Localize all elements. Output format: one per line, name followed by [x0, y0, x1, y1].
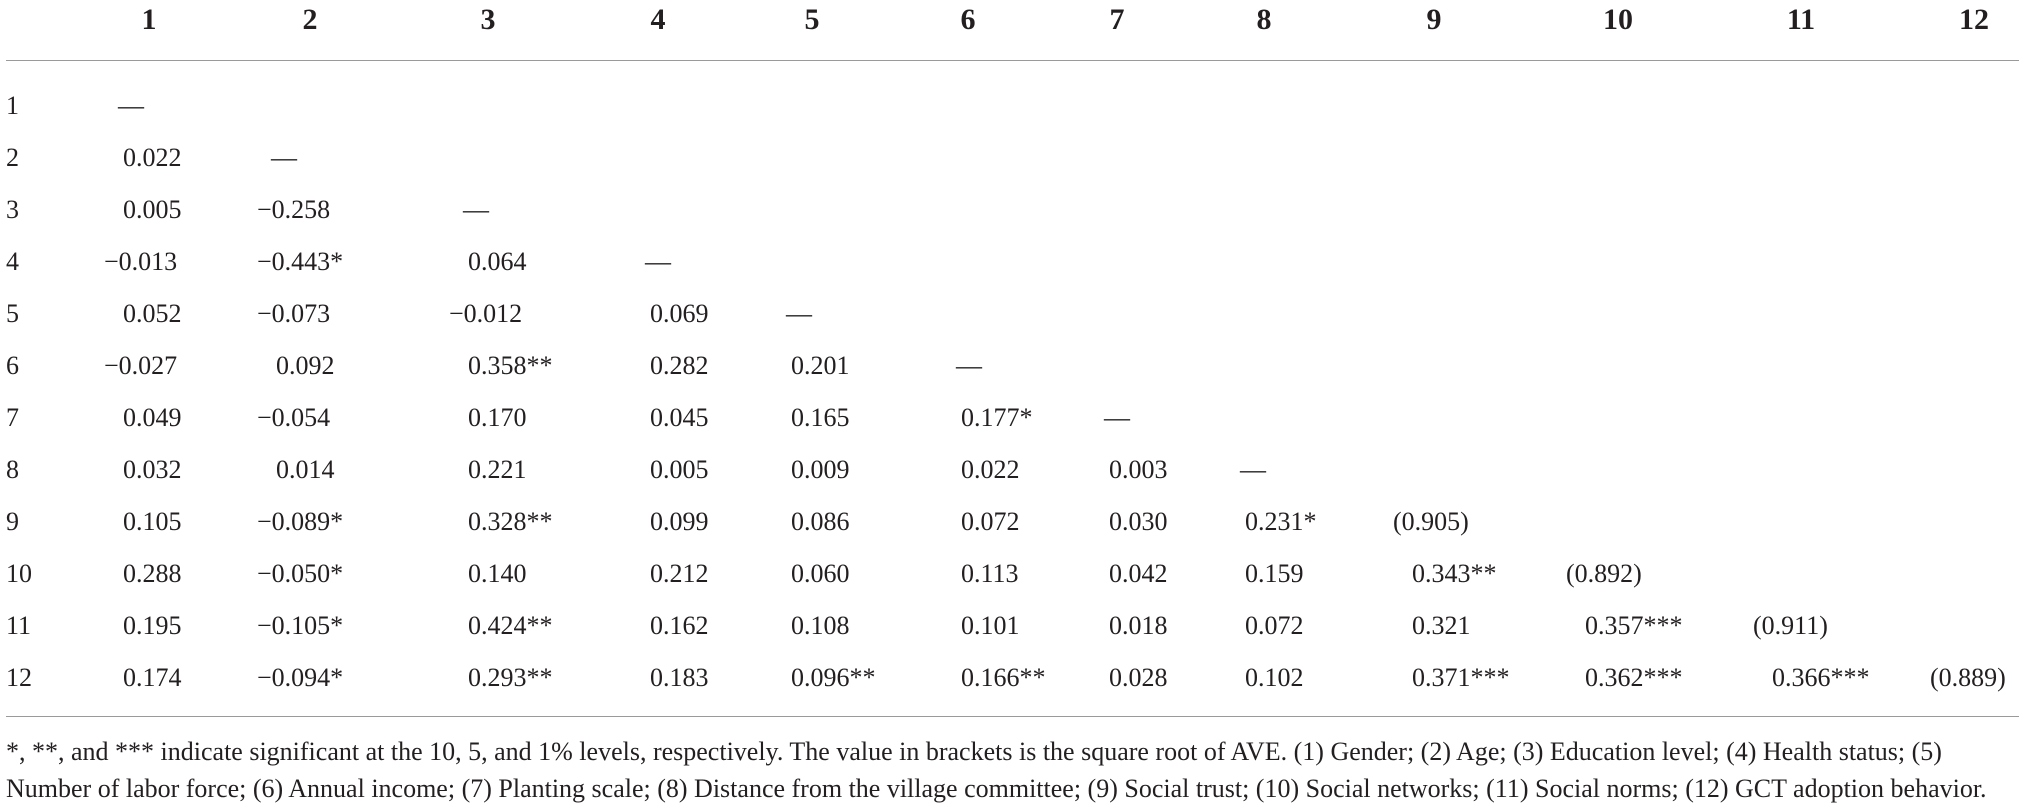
table-cell: 0.049 — [123, 403, 182, 432]
table-cell: −0.094* — [257, 663, 344, 692]
table-cell: −0.105* — [257, 611, 344, 640]
table-cell: 0.140 — [468, 559, 527, 588]
table-row — [0, 184, 2019, 236]
header-row — [0, 0, 2019, 50]
table-cell: — — [271, 143, 297, 172]
table-cell: 0.028 — [1109, 663, 1168, 692]
column-header-4: 4 — [650, 3, 666, 36]
table-cell: 0.321 — [1412, 611, 1471, 640]
table-cell: 0.166** — [961, 663, 1046, 692]
table-cell: 0.221 — [468, 455, 527, 484]
table-cell: 0.072 — [1245, 611, 1304, 640]
row-label: 1 — [6, 91, 19, 120]
table-cell: 0.201 — [791, 351, 850, 380]
table-cell: 0.212 — [650, 559, 709, 588]
table-cell: 0.102 — [1245, 663, 1304, 692]
table-cell: 0.371*** — [1412, 663, 1510, 692]
column-header-6: 6 — [960, 3, 976, 36]
table-cell: 0.101 — [961, 611, 1020, 640]
table-cell: 0.022 — [961, 455, 1020, 484]
table-cell: 0.003 — [1109, 455, 1168, 484]
table-row — [0, 392, 2019, 444]
footnote-line-2: Number of labor force; (6) Annual income; (7) Planting scale; (8) Distance from the village committee; (9) Social trust; (10) Social networks; (11) Social norms; (12) GCT adoption behavior. — [6, 774, 1987, 803]
row-label: 8 — [6, 455, 19, 484]
table-cell: −0.050* — [257, 559, 344, 588]
column-header-3: 3 — [480, 3, 496, 36]
table-row — [0, 548, 2019, 600]
table-cell: 0.174 — [123, 663, 182, 692]
header-rule — [6, 60, 2019, 61]
table-row — [0, 288, 2019, 340]
row-label: 12 — [6, 663, 32, 692]
table-cell: −0.443* — [257, 247, 344, 276]
table-cell: 0.362*** — [1585, 663, 1683, 692]
table-cell: 0.022 — [123, 143, 182, 172]
table-cell: 0.105 — [123, 507, 182, 536]
table-cell: — — [463, 195, 489, 224]
table-cell: — — [1240, 455, 1266, 484]
table-cell: 0.099 — [650, 507, 709, 536]
table-row — [0, 652, 2019, 704]
table-row — [0, 236, 2019, 288]
table-cell: 0.042 — [1109, 559, 1168, 588]
row-label: 5 — [6, 299, 19, 328]
bottom-rule — [6, 716, 2019, 717]
row-label: 7 — [6, 403, 19, 432]
row-label: 11 — [6, 611, 32, 640]
table-cell: 0.366*** — [1772, 663, 1870, 692]
table-cell: −0.073 — [257, 299, 331, 328]
column-header-12: 12 — [1959, 3, 1989, 36]
table-cell: 0.005 — [123, 195, 182, 224]
table-cell: 0.282 — [650, 351, 709, 380]
table-cell: 0.009 — [791, 455, 850, 484]
row-label: 2 — [6, 143, 19, 172]
table-cell: 0.343** — [1412, 559, 1497, 588]
table-cell: 0.177* — [961, 403, 1033, 432]
row-label: 9 — [6, 507, 19, 536]
table-cell: — — [1104, 403, 1130, 432]
column-header-8: 8 — [1256, 3, 1272, 36]
row-label: 6 — [6, 351, 19, 380]
table-cell: −0.027 — [104, 351, 178, 380]
table-cell: 0.170 — [468, 403, 527, 432]
column-header-1: 1 — [141, 3, 157, 36]
table-cell: 0.092 — [276, 351, 335, 380]
row-label: 3 — [6, 195, 19, 224]
table-cell: (0.892) — [1566, 559, 1642, 588]
table-cell: 0.072 — [961, 507, 1020, 536]
table-cell: −0.258 — [257, 195, 331, 224]
table-cell: — — [786, 299, 812, 328]
table-footnote — [6, 733, 2016, 807]
table-cell: 0.086 — [791, 507, 850, 536]
row-label: 4 — [6, 247, 19, 276]
table-cell: 0.014 — [276, 455, 335, 484]
table-cell: 0.052 — [123, 299, 182, 328]
table-cell: 0.060 — [791, 559, 850, 588]
table-cell: −0.089* — [257, 507, 344, 536]
table-row — [0, 496, 2019, 548]
table-cell: −0.012 — [449, 299, 523, 328]
column-header-11: 11 — [1786, 3, 1816, 36]
table-cell: 0.030 — [1109, 507, 1168, 536]
table-cell: 0.328** — [468, 507, 553, 536]
table-cell: 0.096** — [791, 663, 876, 692]
table-cell: 0.293** — [468, 663, 553, 692]
table-cell: 0.288 — [123, 559, 182, 588]
table-cell: 0.045 — [650, 403, 709, 432]
table-cell: 0.357*** — [1585, 611, 1683, 640]
table-cell: 0.159 — [1245, 559, 1304, 588]
table-row — [0, 80, 2019, 132]
table-cell: −0.013 — [104, 247, 178, 276]
table-cell: — — [645, 247, 671, 276]
table-cell: (0.889) — [1930, 663, 2006, 692]
table-cell: 0.005 — [650, 455, 709, 484]
table-cell: 0.165 — [791, 403, 850, 432]
table-cell: — — [118, 91, 144, 120]
table-cell: 0.195 — [123, 611, 182, 640]
footnote-line-1: *, **, and *** indicate significant at the 10, 5, and 1% levels, respectively. The value in brackets is the square root of AVE. (1) Gender; (2) Age; (3) Education level; (4) Health status; (5) — [6, 737, 1942, 766]
column-header-2: 2 — [302, 3, 318, 36]
table-cell: 0.069 — [650, 299, 709, 328]
table-cell: 0.113 — [961, 559, 1019, 588]
column-header-9: 9 — [1426, 3, 1442, 36]
table-row — [0, 600, 2019, 652]
table-row — [0, 340, 2019, 392]
table-cell: 0.032 — [123, 455, 182, 484]
column-header-7: 7 — [1109, 3, 1125, 36]
table-cell: 0.231* — [1245, 507, 1317, 536]
table-row — [0, 444, 2019, 496]
table-cell: 0.108 — [791, 611, 850, 640]
column-header-10: 10 — [1603, 3, 1633, 36]
table-cell: (0.905) — [1393, 507, 1469, 536]
table-row — [0, 132, 2019, 184]
table-cell: — — [956, 351, 982, 380]
row-label: 10 — [6, 559, 32, 588]
table-cell: −0.054 — [257, 403, 331, 432]
column-header-5: 5 — [804, 3, 820, 36]
table-cell: 0.018 — [1109, 611, 1168, 640]
table-cell: 0.064 — [468, 247, 527, 276]
table-cell: (0.911) — [1753, 611, 1828, 640]
table-cell: 0.424** — [468, 611, 553, 640]
table-cell: 0.183 — [650, 663, 709, 692]
table-cell: 0.162 — [650, 611, 709, 640]
table-cell: 0.358** — [468, 351, 553, 380]
